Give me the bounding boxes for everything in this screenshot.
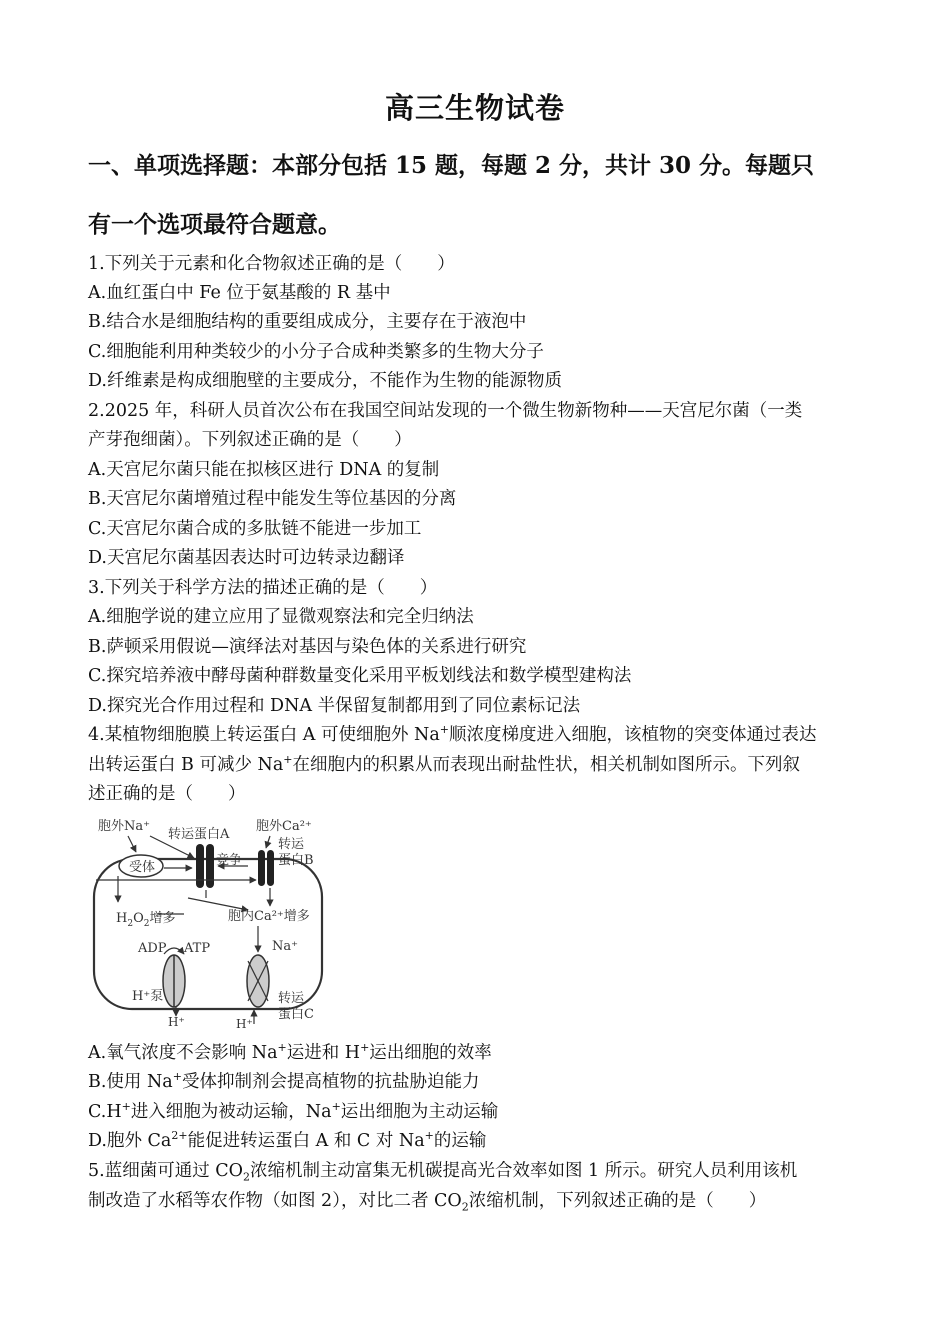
label-h2o2: $H_2O_2$增多 xyxy=(116,911,176,929)
q4-stem-line2: 出转运蛋白 B 可减少 Na+在细胞内的积累从而表现出耐盐性状，相关机制如图所示。下列叙 xyxy=(88,753,801,775)
label-transporter-c-2: 蛋白C xyxy=(278,1007,314,1022)
q4-option-a: A.氧气浓度不会影响 Na+运进和 H+运出细胞的效率 xyxy=(88,1041,492,1063)
q3-option-a: A.细胞学说的建立应用了显微观察法和完全归纳法 xyxy=(88,607,474,627)
page-title: 高三生物试卷 xyxy=(384,91,565,125)
label-transporter-a: 转运蛋白A xyxy=(168,827,230,842)
q5-stem-line1: 5.蓝细菌可通过 $CO_2$浓缩机制主动富集无机碳提高光合效率如图 1 所示。研究人员利用该机 xyxy=(88,1161,798,1184)
label-adp: ADP xyxy=(138,941,167,956)
q2-stem-line1: 2.2025 年，科研人员首次公布在我国空间站发现的一个微生物新物种——天宫尼尔菌（一类 xyxy=(88,401,803,421)
label-h-plus-out: H⁺ xyxy=(168,1015,185,1029)
section-heading-line2: 有一个选项最符合题意。 xyxy=(88,211,341,238)
q3-option-b: B.萨顿采用假说—演绎法对基因与染色体的关系进行研究 xyxy=(88,637,527,657)
label-transporter-c-1: 转运 xyxy=(278,991,305,1006)
label-na-plus: Na⁺ xyxy=(272,939,298,954)
label-ca-out: 胞外Ca²⁺ xyxy=(256,819,312,834)
q2-option-a: A.天宫尼尔菌只能在拟核区进行 DNA 的复制 xyxy=(88,460,440,480)
q4-stem-line1: 4.某植物细胞膜上转运蛋白 A 可使细胞外 Na+顺浓度梯度进入细胞，该植物的突变体通过表达 xyxy=(88,723,817,745)
q4-stem-line3: 述正确的是（ ） xyxy=(88,784,246,804)
q2-stem-line2: 产芽孢细菌）。下列叙述正确的是（ ） xyxy=(88,430,412,450)
q4-option-d: D.胞外 $Ca^{2+}$能促进转运蛋白 A 和 C 对 Na+的运输 xyxy=(88,1129,487,1151)
label-compete: 竞争 xyxy=(216,853,243,868)
label-atp: ATP xyxy=(184,941,211,956)
q1-option-a: A.血红蛋白中 Fe 位于氨基酸的 R 基中 xyxy=(88,283,391,303)
label-receptor: 受体 xyxy=(129,860,156,875)
label-h-pump: H⁺泵 xyxy=(132,989,164,1004)
section-heading-line1: 一、单项选择题：本部分包括 15 题，每题 2 分，共计 30 分。每题只 xyxy=(88,152,815,179)
q4-option-c: C.H+进入细胞为被动运输，Na+运出细胞为主动运输 xyxy=(88,1100,499,1122)
label-h-plus-in: H⁺ xyxy=(236,1017,253,1031)
q1-stem: 1.下列关于元素和化合物叙述正确的是（ ） xyxy=(88,254,455,274)
label-transporter-b-2: 蛋白B xyxy=(278,853,314,868)
q5-stem-line2: 制改造了水稻等农作物（如图 2），对比二者 $CO_2$浓缩机制，下列叙述正确的是（ ） xyxy=(88,1191,767,1214)
q1-option-b: B.结合水是细胞结构的重要组成成分，主要存在于液泡中 xyxy=(88,312,527,332)
label-ca-in: 胞内Ca²⁺增多 xyxy=(228,909,310,924)
transporter-a-icon xyxy=(196,844,214,888)
transport-mechanism-figure xyxy=(88,814,338,1034)
q2-option-c: C.天宫尼尔菌合成的多肽链不能进一步加工 xyxy=(88,519,422,539)
q2-option-b: B.天宫尼尔菌增殖过程中能发生等位基因的分离 xyxy=(88,489,457,509)
q3-option-c: C.探究培养液中酵母菌种群数量变化采用平板划线法和数学模型建构法 xyxy=(88,666,632,686)
q4-option-b: B.使用 Na+受体抑制剂会提高植物的抗盐胁迫能力 xyxy=(88,1070,480,1092)
label-na-out: 胞外Na⁺ xyxy=(98,819,150,834)
q1-option-c: C.细胞能利用种类较少的小分子合成种类繁多的生物大分子 xyxy=(88,342,544,362)
label-transporter-b-1: 转运 xyxy=(278,837,305,852)
q1-option-d: D.纤维素是构成细胞壁的主要成分，不能作为生物的能源物质 xyxy=(88,371,562,391)
q3-option-d: D.探究光合作用过程和 DNA 半保留复制都用到了同位素标记法 xyxy=(88,696,581,716)
transporter-b-icon xyxy=(258,850,274,886)
q2-option-d: D.天宫尼尔菌基因表达时可边转录边翻译 xyxy=(88,548,405,568)
q3-stem: 3.下列关于科学方法的描述正确的是（ ） xyxy=(88,578,438,598)
